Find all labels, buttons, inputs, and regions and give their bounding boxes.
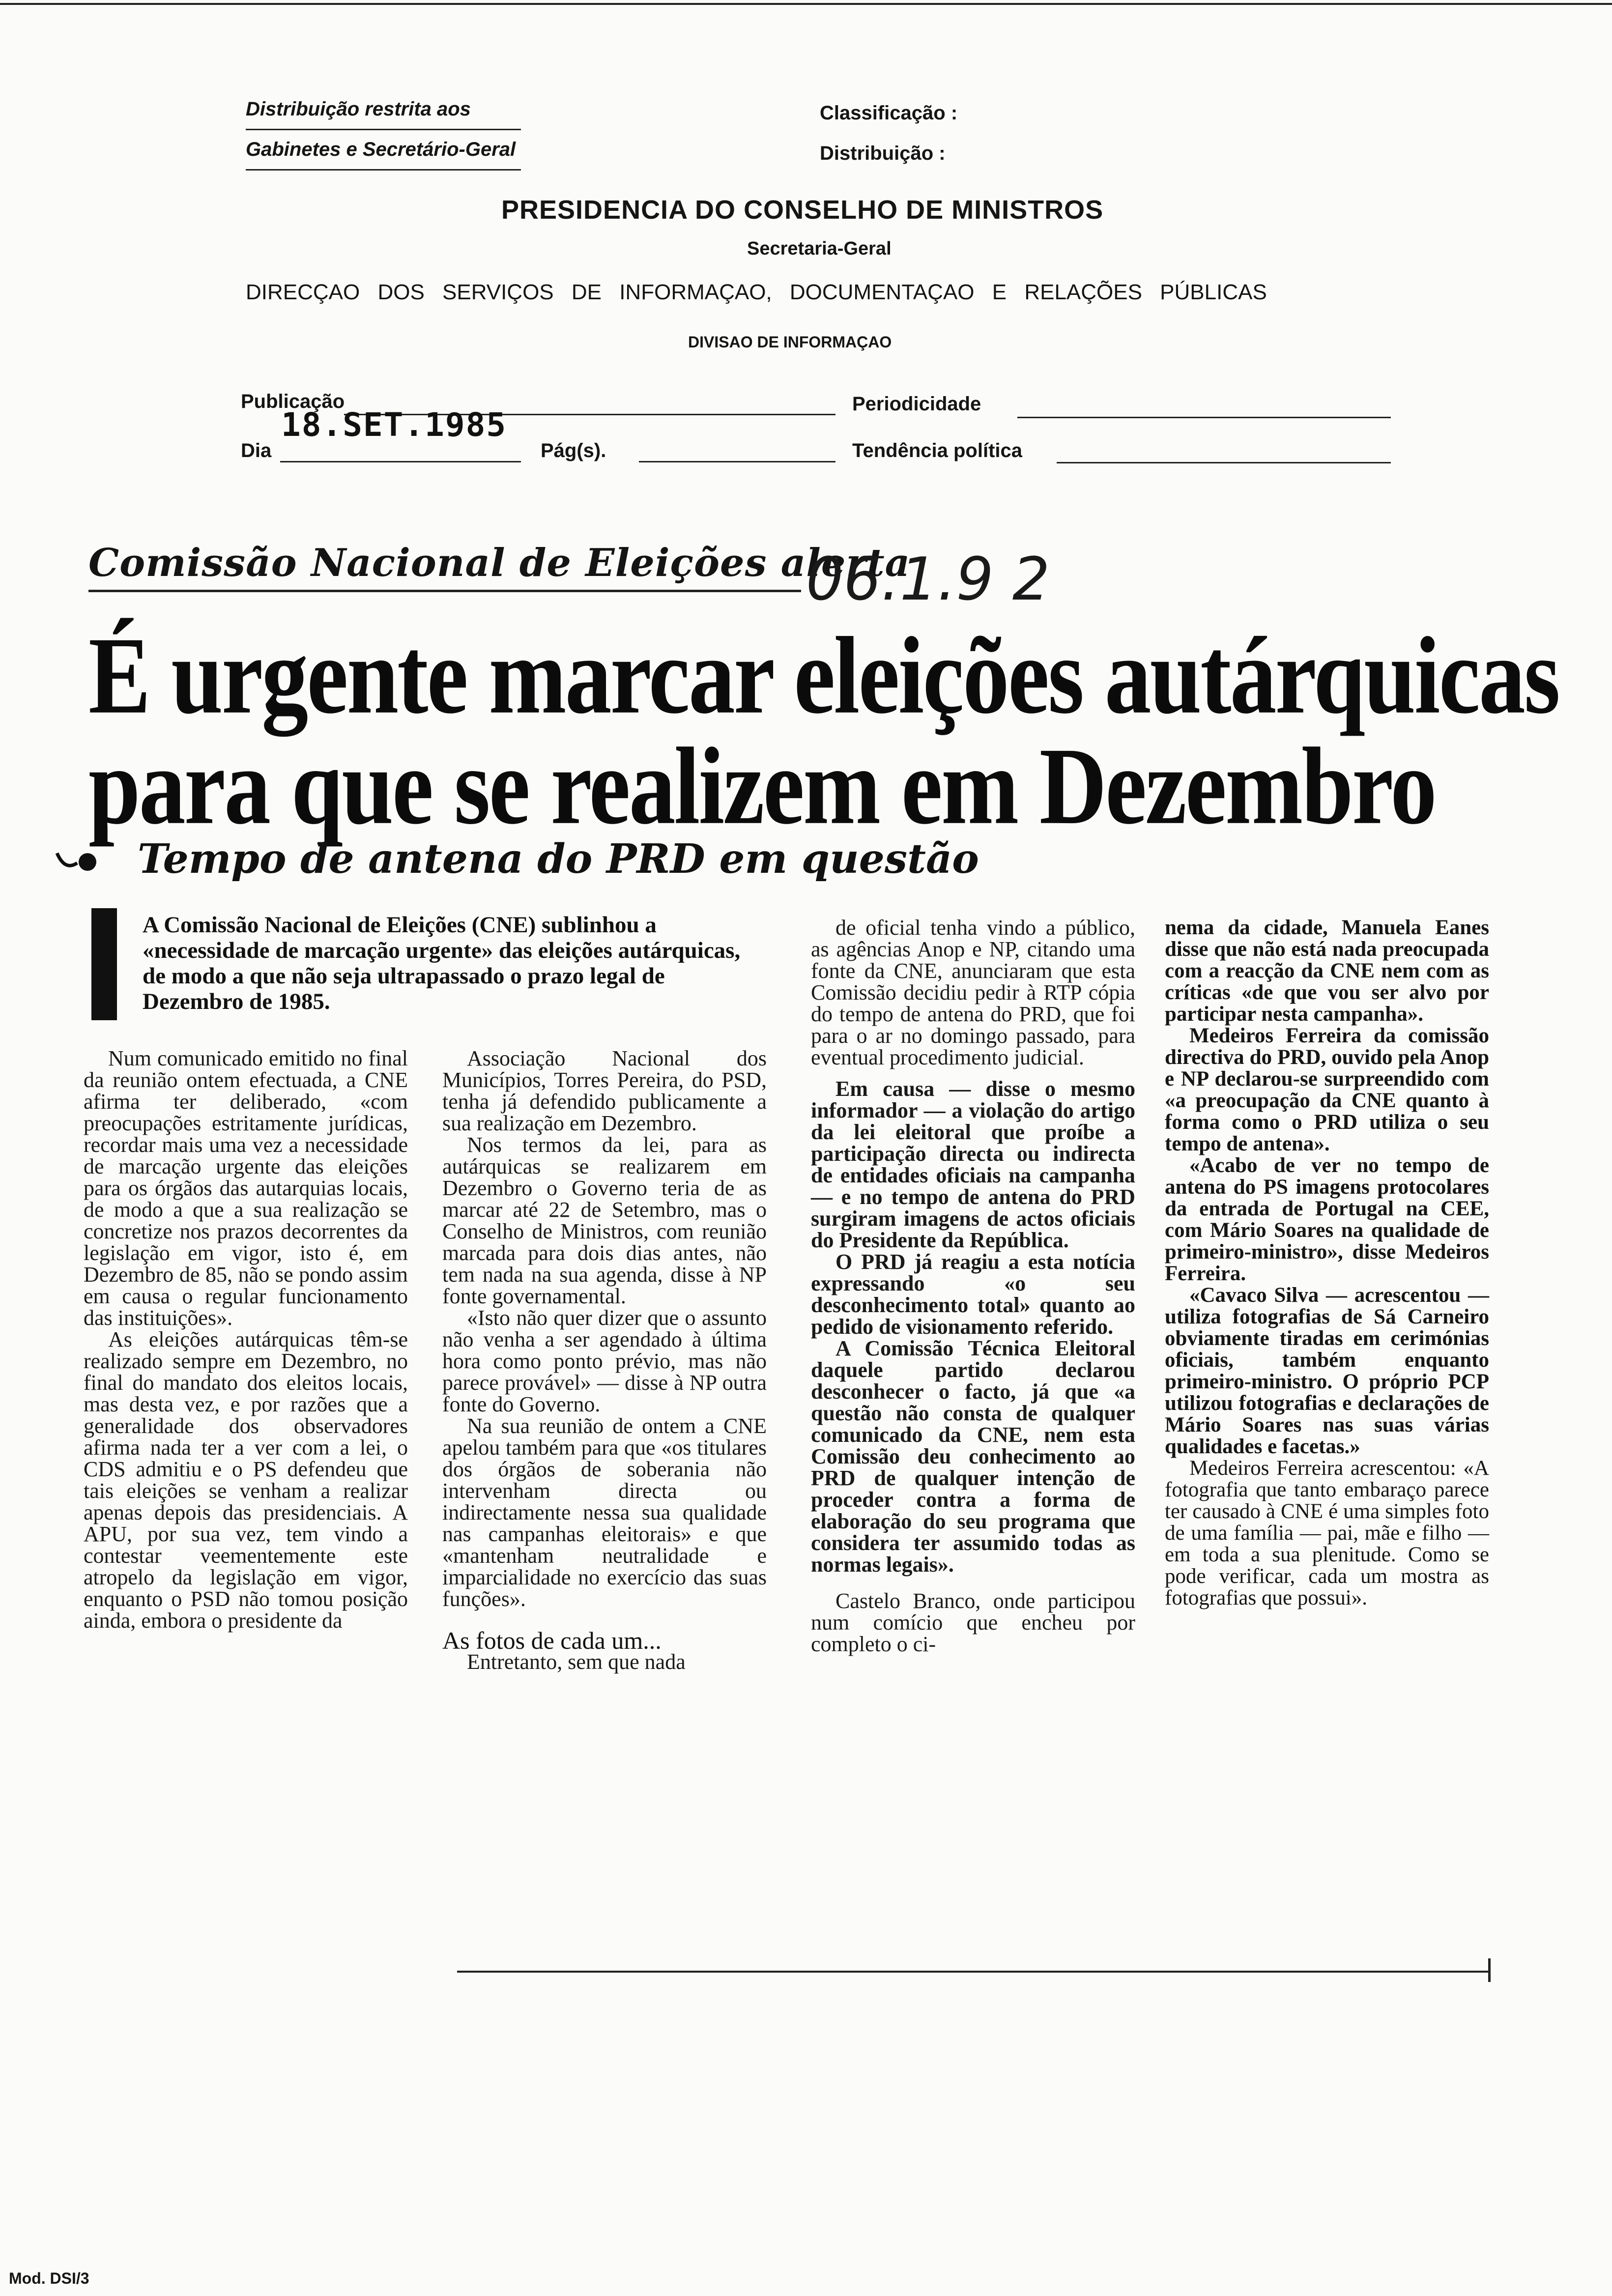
lead-paragraph: A Comissão Nacional de Eleições (CNE) sublinhou a «necessidade de marcação urgente» das eleições autárquicas, de modo a que não seja ultrapassado o prazo legal de Dezembro de 1985.	[143, 912, 741, 1014]
publication-label: Publicação	[241, 391, 345, 412]
pages-label: Pág(s).	[541, 440, 606, 461]
distribution-label: Distribuição :	[820, 143, 946, 164]
paragraph: nema da cidade, Manuela Eanes disse que não está nada preocupada com a reacção da CNE nem com as críticas «de que vou ser alvo por participar nesta campanha».	[1165, 916, 1489, 1026]
paragraph: Em causa — disse o mesmo informador — a violação do artigo da lei eleitoral que proíbe a participação directa ou indirecta de entidades oficiais na campanha — e no tempo de antena do PRD surgiram imagens de actos oficiais do Presidente da República.	[811, 1077, 1135, 1252]
division-title: DIVISAO DE INFORMAÇAO	[688, 333, 892, 351]
kicker-rule	[88, 590, 801, 592]
paragraph: Medeiros Ferreira da comissão directiva do PRD, ouvido pela Anop e NP declarou-se surpreendido com «a preocupação da CNE quanto à forma como o PRD utiliza o seu tempo de antena».	[1165, 1024, 1489, 1155]
divider	[246, 169, 521, 171]
kicker: Comissão Nacional de Eleições alerta	[88, 541, 911, 585]
column-2	[442, 1048, 767, 1673]
paragraph: Castelo Branco, onde participou num comício que encheu por completo o ci-	[811, 1589, 1135, 1656]
pages-line	[639, 461, 835, 462]
headline-line-2: para que se realizem em Dezembro	[88, 725, 1436, 848]
ministry-title: PRESIDENCIA DO CONSELHO DE MINISTROS	[501, 195, 1104, 225]
column-3-bold	[811, 1078, 1135, 1576]
periodicity-label: Periodicidade	[852, 393, 981, 415]
paragraph: O PRD já reagiu a esta notícia expressando «o seu desconhecimento total» quanto ao pedido de visionamento referido.	[811, 1250, 1135, 1339]
political-tendency-label: Tendência política	[852, 440, 1022, 461]
distribution-note-1: Distribuição restrita aos	[246, 98, 471, 120]
paragraph: Num comunicado emitido no final da reunião ontem efectuada, a CNE afirma ter deliberado, «com preocupações estritamente jurídicas, recordar mais uma vez a necessidade de marcação urgente das eleições para os órgãos das autarquias locais, de modo a que a sua realização se concretize nos prazos decorrentes da legislação em vigor, isto é, em Dezembro de 85, não se pondo assim em causa o regular funcionamento das instituições».	[84, 1046, 408, 1330]
paragraph: As eleições autárquicas têm-se realizado sempre em Dezembro, no final do mandato dos eleitos locais, mas desta vez, e por razões que a generalidade dos observadores afirma nada ter a ver com a lei, o CDS admitiu e o PS defendeu que tais eleições se venham a realizar apenas depois das presidenciais. A APU, por sua vez, tem vindo a contestar veementemente este atropelo da legislação em vigor, enquanto o PSD não tomou posição ainda, embora o presidente da	[84, 1327, 408, 1633]
paragraph: Nos termos da lei, para as autárquicas se realizarem em Dezembro o Governo teria de as marcar até 22 de Setembro, mas o Conselho de Ministros, com reunião marcada para dois dias antes, não tem nada na sua agenda, disse à NP fonte governamental.	[442, 1133, 767, 1308]
drop-cap-bar	[91, 908, 117, 1020]
paragraph: «Isto não quer dizer que o assunto não venha a ser agendado à última hora como ponto prévio, mas não parece provável» — disse à NP outra fonte do Governo.	[442, 1306, 767, 1416]
day-line	[280, 461, 521, 462]
paragraph: «Acabo de ver no tempo de antena do PS imagens protocolares da entrada de Portugal na CEE, com Mário Soares na qualidade de primeiro-ministro», disse Medeiros Ferreira.	[1165, 1154, 1489, 1285]
col2-subheading: As fotos de cada um...	[442, 1627, 662, 1654]
tendency-line	[1057, 462, 1391, 463]
divider	[246, 129, 521, 130]
paragraph: Na sua reunião de ontem a CNE apelou também para que «os titulares dos órgãos de soberania não intervenham directa ou indirectamente nessa sua qualidade nas campanhas eleitorais» e que «mantenham neutralidade e imparcialidade no exercício das suas funções».	[442, 1414, 767, 1611]
bottom-rule-tick	[1488, 1958, 1491, 1982]
top-border	[0, 3, 1612, 5]
column-4	[1165, 917, 1489, 1609]
date-stamp: 18.SET.1985	[281, 406, 507, 444]
headline-line-1: É urgente marcar eleições autárquicas	[88, 615, 1559, 737]
column-3	[811, 917, 1135, 1655]
column-1	[84, 1048, 408, 1632]
periodicity-line	[1017, 417, 1391, 418]
paragraph: de oficial tenha vindo a público, as agências Anop e NP, citando uma fonte da CNE, anunciaram que esta Comissão decidiu pedir à RTP cópia do tempo de antena do PRD, que foi para o ar no domingo passado, para eventual procedimento judicial.	[811, 916, 1135, 1069]
paragraph: Entretanto, sem que nada	[467, 1650, 686, 1674]
distribution-note-2: Gabinetes e Secretário-Geral	[246, 139, 516, 160]
paragraph: A Comissão Técnica Eleitoral daquele partido declarou desconhecer o facto, já que «a questão não consta de qualquer comunicado da CNE, nem esta Comissão deu conhecimento ao PRD de qualquer intenção de proceder contra a forma de elaboração do seu programa que considera ter assumido todas as normas legais».	[811, 1336, 1135, 1577]
subhead: Tempo de antena do PRD em questão	[138, 835, 979, 883]
bottom-rule	[457, 1971, 1489, 1973]
paragraph: Medeiros Ferreira acrescentou: «A fotografia que tanto embaraço parece ter causado à CNE é uma simples foto de uma família — pai, mãe e filho — em toda a sua plenitude. Como se pode verificar, cada um mostra as fotografias que possui».	[1165, 1457, 1489, 1609]
day-label: Dia	[241, 440, 272, 461]
paragraph: Associação Nacional dos Municípios, Torres Pereira, do PSD, tenha já defendido publicamente a sua realização em Dezembro.	[442, 1046, 767, 1135]
handwritten-note: 06.1.9 2	[806, 545, 1050, 614]
form-code: Mod. DSI/3	[9, 2269, 89, 2287]
paragraph: «Cavaco Silva — acrescentou — utiliza fotografias de Sá Carneiro obviamente tiradas em cerimónias oficiais, também enquanto primeiro-ministro. O próprio PCP utilizou fotografias e declarações de Mário Soares nas suas várias qualidades e facetas.»	[1165, 1284, 1489, 1458]
classification-label: Classificação :	[820, 102, 958, 124]
secretariat-title: Secretaria-Geral	[747, 238, 892, 259]
directorate-title: DIRECÇAO DOS SERVIÇOS DE INFORMAÇAO, DOCUMENTAÇAO E RELAÇÕES PÚBLICAS	[246, 280, 1267, 304]
bullet-icon	[55, 844, 99, 879]
